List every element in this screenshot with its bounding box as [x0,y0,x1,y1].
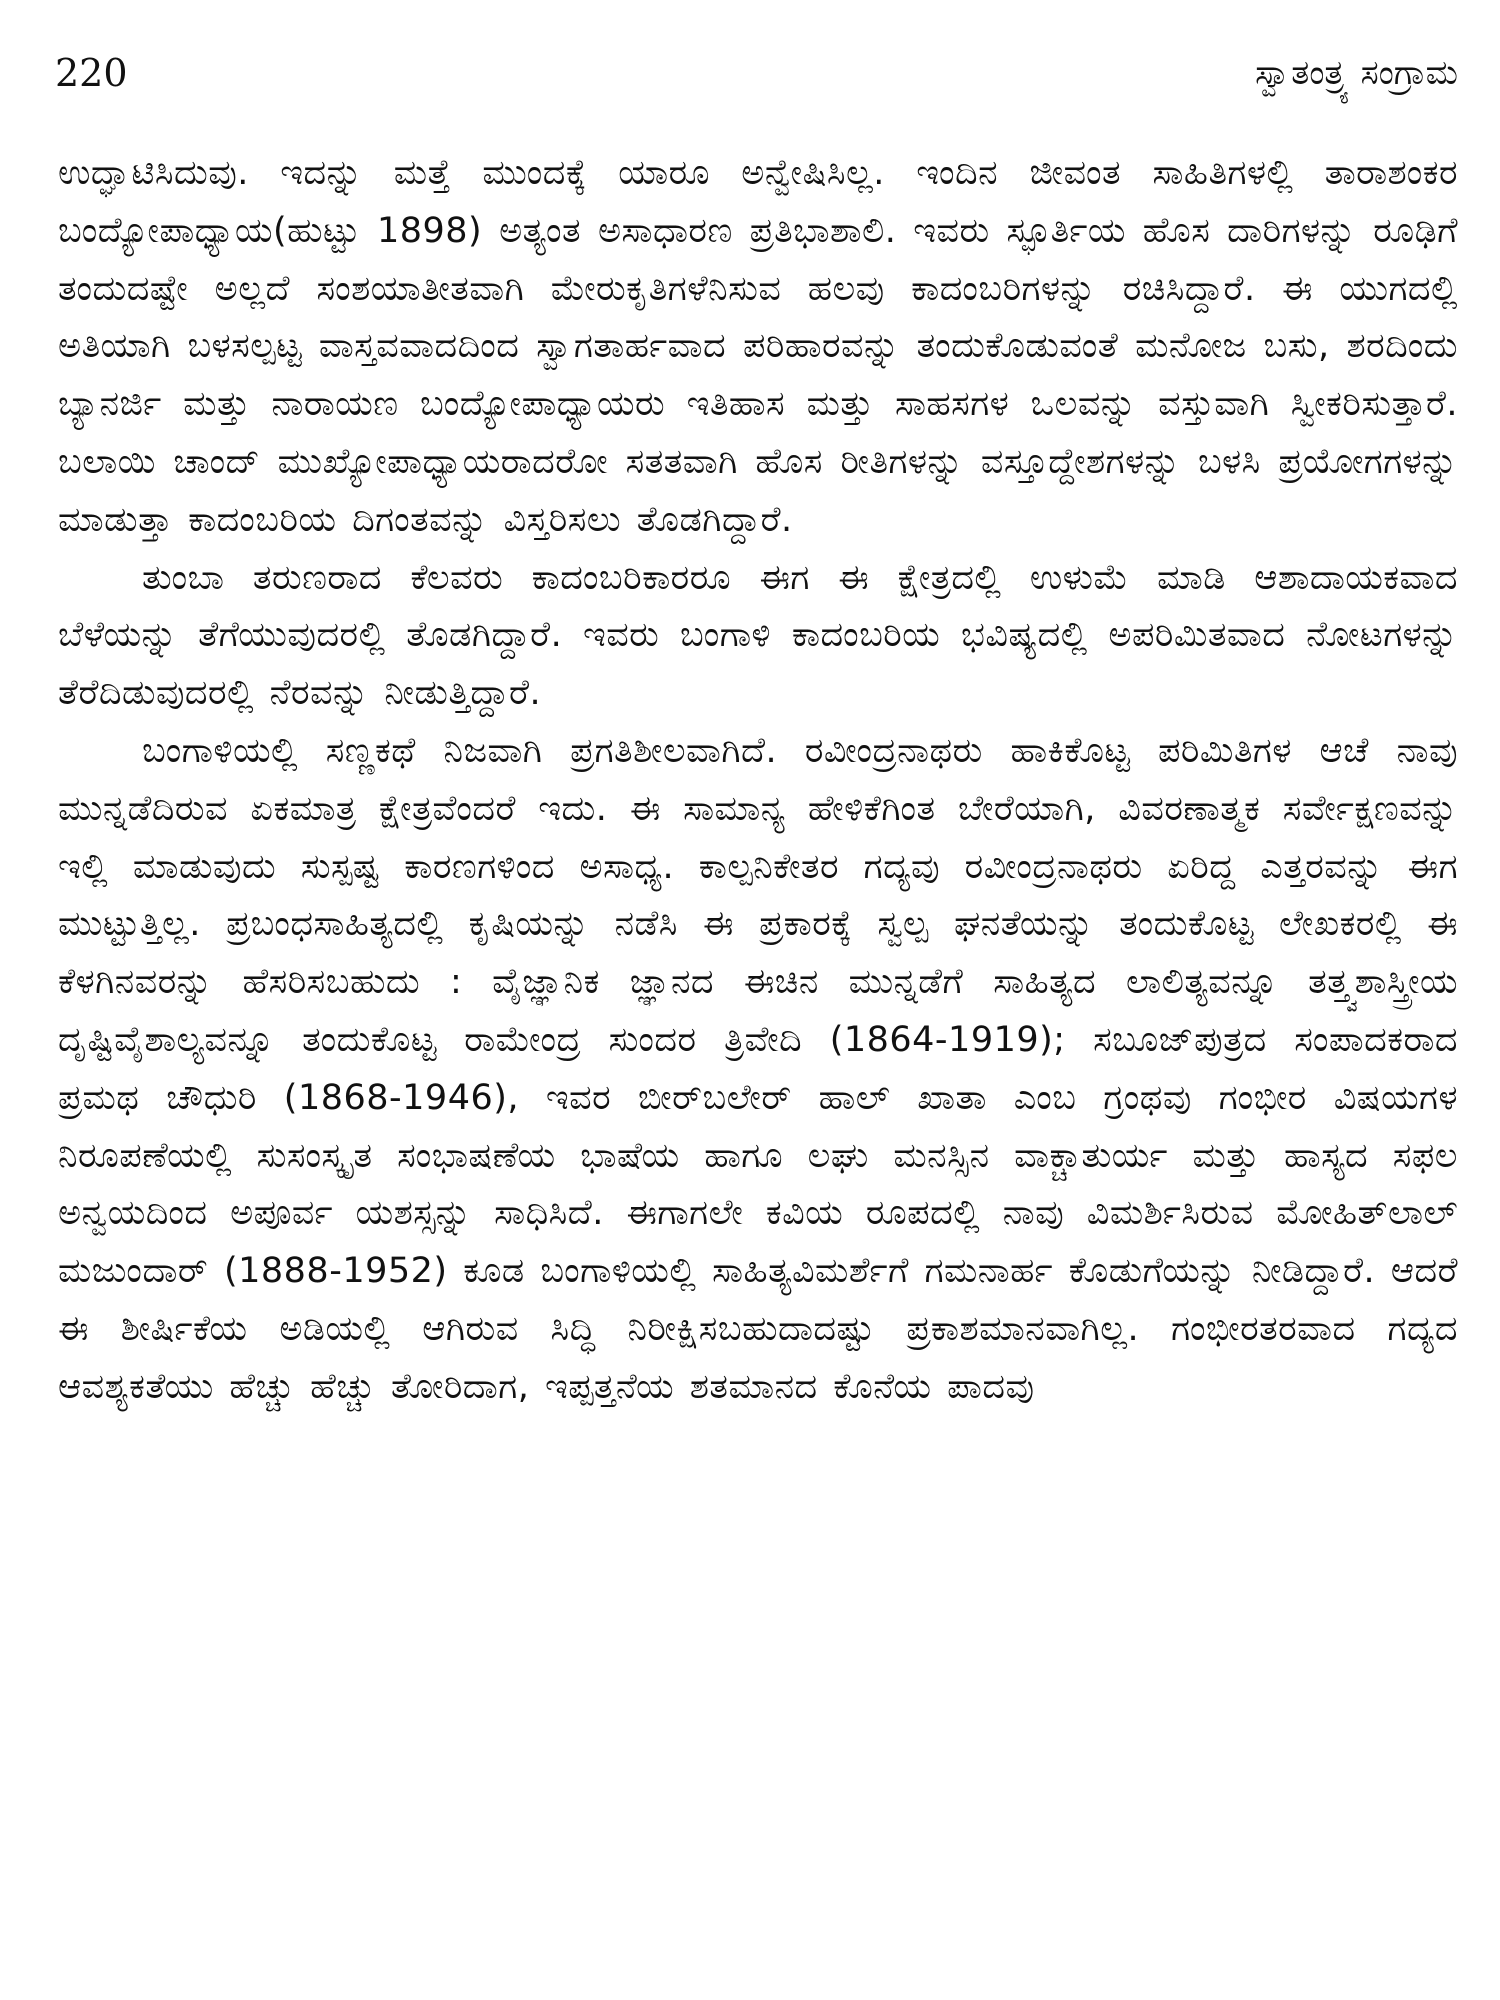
paragraph-2: ತುಂಬಾ ತರುಣರಾದ ಕೆಲವರು ಕಾದಂಬರಿಕಾರರೂ ಈಗ ಈ ಕ್ಷೇತ್ರದಲ್ಲಿ ಉಳುಮೆ ಮಾಡಿ ಆಶಾದಾಯಕವಾದ ಬೆಳೆಯನ್ನು ತೆಗೆಯುವುದರಲ್ಲಿ ತೊಡಗಿದ್ದಾರೆ. ಇವರು ಬಂಗಾಳಿ ಕಾದಂಬರಿಯ ಭವಿಷ್ಯದಲ್ಲಿ ಅಪರಿಮಿತವಾದ ನೋಟಗಳನ್ನು ತೆರೆದಿಡುವುದರಲ್ಲಿ ನೆರವನ್ನು ನೀಡುತ್ತಿದ್ದಾರೆ. [58,557,1458,714]
page-number: 220 [55,51,128,95]
page-header [55,48,1458,98]
paragraph-1: ಉದ್ಘಾಟಿಸಿದುವು. ಇದನ್ನು ಮತ್ತೆ ಮುಂದಕ್ಕೆ ಯಾರೂ ಅನ್ವೇಷಿಸಿಲ್ಲ. ಇಂದಿನ ಜೀವಂತ ಸಾಹಿತಿಗಳಲ್ಲಿ ತಾರಾಶಂಕರ ಬಂದ್ಯೋಪಾಧ್ಯಾಯ(ಹುಟ್ಟು 1898) ಅತ್ಯಂತ ಅಸಾಧಾರಣ ಪ್ರತಿಭಾಶಾಲಿ. ಇವರು ಸ್ಫೂರ್ತಿಯ ಹೊಸ ದಾರಿಗಳನ್ನು ರೂಢಿಗೆ ತಂದುದಷ್ಟೇ ಅಲ್ಲದೆ ಸಂಶಯಾತೀತವಾಗಿ ಮೇರುಕೃತಿಗಳೆನಿಸುವ ಹಲವು ಕಾದಂಬರಿಗಳನ್ನು ರಚಿಸಿದ್ದಾರೆ. ಈ ಯುಗದಲ್ಲಿ ಅತಿಯಾಗಿ ಬಳಸಲ್ಪಟ್ಟ ವಾಸ್ತವವಾದದಿಂದ ಸ್ವಾಗತಾರ್ಹವಾದ ಪರಿಹಾರವನ್ನು ತಂದುಕೊಡುವಂತೆ ಮನೋಜ ಬಸು, ಶರದಿಂದು ಬ್ಯಾನರ್ಜಿ ಮತ್ತು ನಾರಾಯಣ ಬಂದ್ಯೋಪಾಧ್ಯಾಯರು ಇತಿಹಾಸ ಮತ್ತು ಸಾಹಸಗಳ ಒಲವನ್ನು ವಸ್ತುವಾಗಿ ಸ್ವೀಕರಿಸುತ್ತಾರೆ. ಬಲಾಯಿ ಚಾಂದ್ ಮುಖ್ಯೋಪಾಧ್ಯಾಯರಾದರೋ ಸತತವಾಗಿ ಹೊಸ ರೀತಿಗಳನ್ನು ವಸ್ತೂದ್ದೇಶಗಳನ್ನು ಬಳಸಿ ಪ್ರಯೋಗಗಳನ್ನು ಮಾಡುತ್ತಾ ಕಾದಂಬರಿಯ ದಿಗಂತವನ್ನು ವಿಸ್ತರಿಸಲು ತೊಡಗಿದ್ದಾರೆ. [58,153,1458,540]
paragraph-3: ಬಂಗಾಳಿಯಲ್ಲಿ ಸಣ್ಣಕಥೆ ನಿಜವಾಗಿ ಪ್ರಗತಿಶೀಲವಾಗಿದೆ. ರವೀಂದ್ರನಾಥರು ಹಾಕಿಕೊಟ್ಟ ಪರಿಮಿತಿಗಳ ಆಚೆ ನಾವು ಮುನ್ನಡೆದಿರುವ ಏಕಮಾತ್ರ ಕ್ಷೇತ್ರವೆಂದರೆ ಇದು. ಈ ಸಾಮಾನ್ಯ ಹೇಳಿಕೆಗಿಂತ ಬೇರೆಯಾಗಿ, ವಿವರಣಾತ್ಮಕ ಸರ್ವೇಕ್ಷಣವನ್ನು ಇಲ್ಲಿ ಮಾಡುವುದು ಸುಸ್ಪಷ್ಟ ಕಾರಣಗಳಿಂದ ಅಸಾಧ್ಯ. ಕಾಲ್ಪನಿಕೇತರ ಗದ್ಯವು ರವೀಂದ್ರನಾಥರು ಏರಿದ್ದ ಎತ್ತರವನ್ನು ಈಗ ಮುಟ್ಟುತ್ತಿಲ್ಲ. ಪ್ರಬಂಧಸಾಹಿತ್ಯದಲ್ಲಿ ಕೃಷಿಯನ್ನು ನಡೆಸಿ ಈ ಪ್ರಕಾರಕ್ಕೆ ಸ್ವಲ್ಪ ಘನತೆಯನ್ನು ತಂದುಕೊಟ್ಟ ಲೇಖಕರಲ್ಲಿ ಈ ಕೆಳಗಿನವರನ್ನು ಹೆಸರಿಸಬಹುದು : ವೈಜ್ಞಾನಿಕ ಜ್ಞಾನದ ಈಚಿನ ಮುನ್ನಡೆಗೆ ಸಾಹಿತ್ಯದ ಲಾಲಿತ್ಯವನ್ನೂ ತತ್ತ್ವಶಾಸ್ತ್ರೀಯ ದೃಷ್ಟಿವೈಶಾಲ್ಯವನ್ನೂ ತಂದುಕೊಟ್ಟ ರಾಮೇಂದ್ರ ಸುಂದರ ತ್ರಿವೇದಿ (1864-1919); ಸಬೂಜ್‌ಪುತ್ರದ ಸಂಪಾದಕರಾದ ಪ್ರಮಥ ಚೌಧುರಿ (1868-1946), ಇವರ ಬೀರ್‌ಬಲೇರ್ ಹಾಲ್ ಖಾತಾ ಎಂಬ ಗ್ರಂಥವು ಗಂಭೀರ ವಿಷಯಗಳ ನಿರೂಪಣೆಯಲ್ಲಿ ಸುಸಂಸ್ಕೃತ ಸಂಭಾಷಣೆಯ ಭಾಷೆಯ ಹಾಗೂ ಲಘು ಮನಸ್ಸಿನ ವಾಕ್ಚಾತುರ್ಯ ಮತ್ತು ಹಾಸ್ಯದ ಸಫಲ ಅನ್ವಯದಿಂದ ಅಪೂರ್ವ ಯಶಸ್ಸನ್ನು ಸಾಧಿಸಿದೆ. ಈಗಾಗಲೇ ಕವಿಯ ರೂಪದಲ್ಲಿ ನಾವು ವಿಮರ್ಶಿಸಿರುವ ಮೋಹಿತ್‌ಲಾಲ್ ಮಜುಂದಾರ್ (1888-1952) ಕೂಡ ಬಂಗಾಳಿಯಲ್ಲಿ ಸಾಹಿತ್ಯವಿಮರ್ಶೆಗೆ ಗಮನಾರ್ಹ ಕೊಡುಗೆಯನ್ನು ನೀಡಿದ್ದಾರೆ. ಆದರೆ ಈ ಶೀರ್ಷಿಕೆಯ ಅಡಿಯಲ್ಲಿ ಆಗಿರುವ ಸಿದ್ಧಿ ನಿರೀಕ್ಷಿಸಬಹುದಾದಷ್ಟು ಪ್ರಕಾಶಮಾನವಾಗಿಲ್ಲ. ಗಂಭೀರತರವಾದ ಗದ್ಯದ ಆವಶ್ಯಕತೆಯು ಹೆಚ್ಚು ಹೆಚ್ಚು ತೋರಿದಾಗ, ಇಪ್ಪತ್ತನೆಯ ಶತಮಾನದ ಕೊನೆಯ ಪಾದವು [58,730,1458,1407]
body-text [58,145,1458,1417]
running-head: ಸ್ವಾತಂತ್ರ್ಯ ಸಂಗ್ರಾಮ [1255,53,1458,93]
